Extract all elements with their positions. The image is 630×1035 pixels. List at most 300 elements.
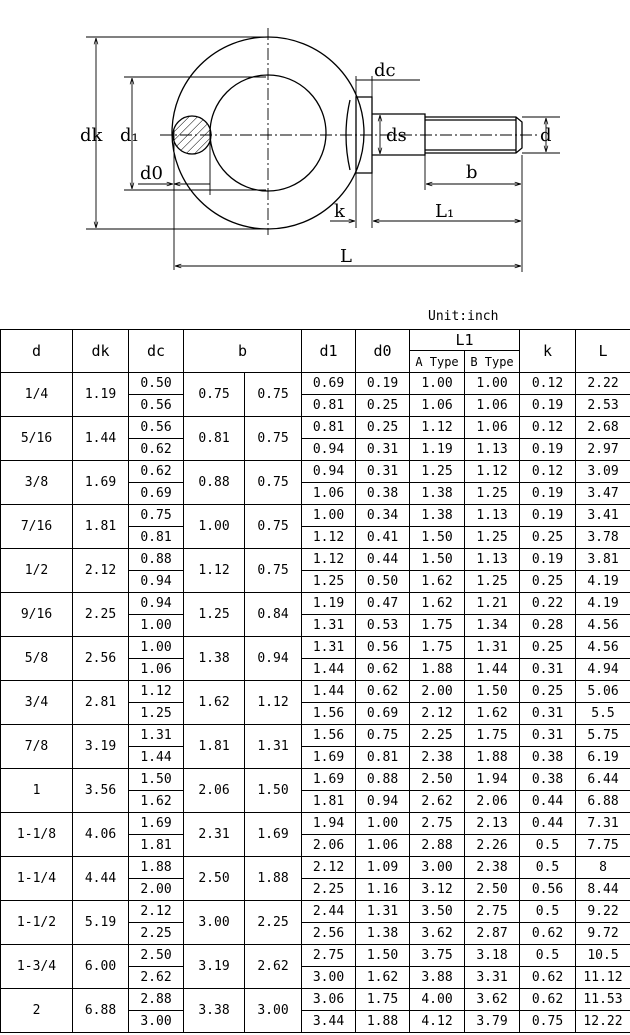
table-row <box>1 637 630 659</box>
cell-dk: 3.19 <box>73 725 129 769</box>
cell-d1: 1.69 <box>302 747 356 769</box>
cell-b-2: 1.50 <box>245 769 302 813</box>
cell-b-1: 1.38 <box>184 637 245 681</box>
cell-b-2: 0.75 <box>245 461 302 505</box>
cell-d0: 1.62 <box>356 967 410 989</box>
cell-L: 9.22 <box>576 901 630 923</box>
cell-d0: 0.19 <box>356 373 410 395</box>
cell-dk: 2.56 <box>73 637 129 681</box>
cell-d: 1/2 <box>1 549 73 593</box>
label-k: k <box>334 201 345 222</box>
cell-d0: 0.75 <box>356 725 410 747</box>
cell-dc: 2.12 <box>129 901 184 923</box>
cell-b-2: 1.12 <box>245 681 302 725</box>
header-b: b <box>184 330 302 373</box>
cell-d1: 0.81 <box>302 417 356 439</box>
cell-l1-a-type: 1.88 <box>410 659 465 681</box>
cell-k: 0.19 <box>520 549 576 571</box>
cell-d0: 0.62 <box>356 681 410 703</box>
cell-k: 0.44 <box>520 813 576 835</box>
cell-d0: 0.62 <box>356 659 410 681</box>
cell-L: 9.72 <box>576 923 630 945</box>
cell-k: 0.25 <box>520 571 576 593</box>
cell-l1-b-type: 2.38 <box>465 857 520 879</box>
cell-d0: 1.06 <box>356 835 410 857</box>
header-d: d <box>1 330 73 373</box>
cell-l1-b-type: 1.44 <box>465 659 520 681</box>
cell-d1: 1.12 <box>302 527 356 549</box>
cell-d0: 1.31 <box>356 901 410 923</box>
header-b-type: B Type <box>465 351 520 373</box>
cell-d1: 1.12 <box>302 549 356 571</box>
label-dk: dk <box>80 125 103 146</box>
cell-k: 0.19 <box>520 505 576 527</box>
cell-d: 1-1/4 <box>1 857 73 901</box>
cell-d0: 1.38 <box>356 923 410 945</box>
cell-d: 1-1/2 <box>1 901 73 945</box>
cell-l1-b-type: 1.06 <box>465 417 520 439</box>
cell-l1-b-type: 2.06 <box>465 791 520 813</box>
label-b: b <box>466 162 478 183</box>
cell-l1-b-type: 1.94 <box>465 769 520 791</box>
cell-l1-b-type: 1.62 <box>465 703 520 725</box>
table-row <box>1 725 630 747</box>
table-row <box>1 901 630 923</box>
cell-d0: 1.88 <box>356 1011 410 1033</box>
cell-k: 0.28 <box>520 615 576 637</box>
cell-dc: 0.56 <box>129 417 184 439</box>
cell-d1: 1.44 <box>302 681 356 703</box>
cell-l1-b-type: 1.21 <box>465 593 520 615</box>
label-ds: ds <box>386 125 407 146</box>
cell-l1-a-type: 1.50 <box>410 549 465 571</box>
header-d0: d0 <box>356 330 410 373</box>
cell-l1-a-type: 4.12 <box>410 1011 465 1033</box>
cell-dk: 1.81 <box>73 505 129 549</box>
cell-L: 10.5 <box>576 945 630 967</box>
cell-d: 7/8 <box>1 725 73 769</box>
cell-l1-b-type: 3.62 <box>465 989 520 1011</box>
header-dk: dk <box>73 330 129 373</box>
cell-d1: 2.44 <box>302 901 356 923</box>
cell-d0: 1.16 <box>356 879 410 901</box>
cell-k: 0.38 <box>520 769 576 791</box>
cell-dk: 1.19 <box>73 373 129 417</box>
cell-b-1: 0.81 <box>184 417 245 461</box>
cell-d1: 1.00 <box>302 505 356 527</box>
cell-l1-a-type: 2.88 <box>410 835 465 857</box>
cell-d0: 0.34 <box>356 505 410 527</box>
cell-k: 0.22 <box>520 593 576 615</box>
table-row <box>1 681 630 703</box>
cell-k: 0.19 <box>520 483 576 505</box>
cell-b-2: 0.75 <box>245 373 302 417</box>
cell-d0: 1.75 <box>356 989 410 1011</box>
cell-l1-b-type: 2.50 <box>465 879 520 901</box>
cell-k: 0.75 <box>520 1011 576 1033</box>
cell-dk: 4.06 <box>73 813 129 857</box>
cell-dc: 0.88 <box>129 549 184 571</box>
cell-dk: 2.81 <box>73 681 129 725</box>
header-d1: d1 <box>302 330 356 373</box>
cell-L: 4.19 <box>576 593 630 615</box>
cell-b-1: 0.88 <box>184 461 245 505</box>
cell-b-2: 1.31 <box>245 725 302 769</box>
cell-d: 3/8 <box>1 461 73 505</box>
cell-l1-b-type: 1.50 <box>465 681 520 703</box>
cell-L: 11.12 <box>576 967 630 989</box>
cell-k: 0.19 <box>520 395 576 417</box>
cell-d1: 1.19 <box>302 593 356 615</box>
cell-dc: 1.62 <box>129 791 184 813</box>
cell-k: 0.12 <box>520 373 576 395</box>
cell-L: 7.75 <box>576 835 630 857</box>
cell-L: 11.53 <box>576 989 630 1011</box>
cell-L: 4.56 <box>576 637 630 659</box>
cell-d0: 0.56 <box>356 637 410 659</box>
cell-l1-a-type: 1.50 <box>410 527 465 549</box>
cell-b-1: 1.00 <box>184 505 245 549</box>
cell-d: 1-3/4 <box>1 945 73 989</box>
cell-b-2: 0.75 <box>245 417 302 461</box>
cell-d: 1 <box>1 769 73 813</box>
cell-k: 0.5 <box>520 901 576 923</box>
cell-d0: 0.25 <box>356 395 410 417</box>
cell-d: 1-1/8 <box>1 813 73 857</box>
cell-b-1: 0.75 <box>184 373 245 417</box>
cell-k: 0.62 <box>520 923 576 945</box>
cell-L: 2.22 <box>576 373 630 395</box>
cell-b-2: 0.75 <box>245 505 302 549</box>
cell-l1-a-type: 1.38 <box>410 505 465 527</box>
cell-l1-a-type: 3.12 <box>410 879 465 901</box>
cell-k: 0.38 <box>520 747 576 769</box>
cell-dk: 5.19 <box>73 901 129 945</box>
cell-L: 8.44 <box>576 879 630 901</box>
cell-d0: 0.69 <box>356 703 410 725</box>
cell-dc: 1.81 <box>129 835 184 857</box>
cell-dc: 1.69 <box>129 813 184 835</box>
cell-dc: 1.88 <box>129 857 184 879</box>
table-row <box>1 989 630 1011</box>
cell-L: 4.94 <box>576 659 630 681</box>
cell-dc: 1.12 <box>129 681 184 703</box>
cell-dc: 0.94 <box>129 571 184 593</box>
cell-b-1: 1.25 <box>184 593 245 637</box>
cell-l1-a-type: 1.62 <box>410 593 465 615</box>
cell-d1: 2.06 <box>302 835 356 857</box>
cell-k: 0.56 <box>520 879 576 901</box>
header-k: k <box>520 330 576 373</box>
cell-d1: 2.75 <box>302 945 356 967</box>
cell-dc: 1.50 <box>129 769 184 791</box>
cell-L: 3.78 <box>576 527 630 549</box>
cell-d0: 0.25 <box>356 417 410 439</box>
cell-k: 0.25 <box>520 637 576 659</box>
cell-dc: 3.00 <box>129 1011 184 1033</box>
cell-d1: 0.69 <box>302 373 356 395</box>
cell-l1-b-type: 2.87 <box>465 923 520 945</box>
cell-d0: 0.81 <box>356 747 410 769</box>
cell-dk: 6.00 <box>73 945 129 989</box>
cell-d0: 1.50 <box>356 945 410 967</box>
cell-d1: 1.69 <box>302 769 356 791</box>
cell-k: 0.19 <box>520 439 576 461</box>
cell-d1: 3.00 <box>302 967 356 989</box>
cell-d0: 1.00 <box>356 813 410 835</box>
cell-dk: 1.69 <box>73 461 129 505</box>
cell-l1-b-type: 3.18 <box>465 945 520 967</box>
table-row <box>1 417 630 439</box>
cell-dk: 4.44 <box>73 857 129 901</box>
cell-dc: 2.88 <box>129 989 184 1011</box>
cell-d: 5/16 <box>1 417 73 461</box>
cell-l1-b-type: 1.13 <box>465 549 520 571</box>
table-row <box>1 461 630 483</box>
cell-l1-a-type: 3.88 <box>410 967 465 989</box>
header-L1: L1 <box>410 330 520 351</box>
cell-l1-b-type: 2.13 <box>465 813 520 835</box>
cell-l1-b-type: 1.25 <box>465 483 520 505</box>
cell-L: 6.19 <box>576 747 630 769</box>
eye-bolt-drawing <box>0 0 630 300</box>
cell-l1-b-type: 1.31 <box>465 637 520 659</box>
cell-d1: 1.56 <box>302 725 356 747</box>
cell-l1-b-type: 3.31 <box>465 967 520 989</box>
cell-L: 2.68 <box>576 417 630 439</box>
cell-d0: 0.47 <box>356 593 410 615</box>
cell-d0: 1.09 <box>356 857 410 879</box>
cell-l1-b-type: 2.26 <box>465 835 520 857</box>
header-L: L <box>576 330 630 373</box>
cell-dc: 0.69 <box>129 483 184 505</box>
cell-l1-a-type: 4.00 <box>410 989 465 1011</box>
cell-b-2: 1.69 <box>245 813 302 857</box>
cell-l1-a-type: 2.38 <box>410 747 465 769</box>
cell-d0: 0.44 <box>356 549 410 571</box>
cell-k: 0.31 <box>520 659 576 681</box>
cell-l1-a-type: 1.75 <box>410 637 465 659</box>
cell-dk: 6.88 <box>73 989 129 1033</box>
cell-d0: 0.41 <box>356 527 410 549</box>
cell-k: 0.62 <box>520 967 576 989</box>
cell-b-2: 0.94 <box>245 637 302 681</box>
cell-d1: 1.56 <box>302 703 356 725</box>
cell-d0: 0.50 <box>356 571 410 593</box>
cell-k: 0.12 <box>520 461 576 483</box>
cell-l1-a-type: 1.38 <box>410 483 465 505</box>
cell-b-1: 3.00 <box>184 901 245 945</box>
header-a-type: A Type <box>410 351 465 373</box>
cell-dk: 3.56 <box>73 769 129 813</box>
cell-L: 3.81 <box>576 549 630 571</box>
cell-k: 0.5 <box>520 945 576 967</box>
cell-b-2: 1.88 <box>245 857 302 901</box>
cell-d1: 2.56 <box>302 923 356 945</box>
cell-l1-b-type: 1.75 <box>465 725 520 747</box>
cell-dc: 1.00 <box>129 615 184 637</box>
cell-dc: 0.75 <box>129 505 184 527</box>
cell-dc: 0.62 <box>129 461 184 483</box>
cell-l1-b-type: 1.12 <box>465 461 520 483</box>
cell-d1: 0.94 <box>302 461 356 483</box>
cell-L: 2.53 <box>576 395 630 417</box>
cell-l1-b-type: 2.75 <box>465 901 520 923</box>
table-row <box>1 857 630 879</box>
cell-L: 3.47 <box>576 483 630 505</box>
header-dc: dc <box>129 330 184 373</box>
cell-dc: 1.31 <box>129 725 184 747</box>
cell-dc: 2.25 <box>129 923 184 945</box>
cell-d1: 2.25 <box>302 879 356 901</box>
cell-l1-b-type: 1.34 <box>465 615 520 637</box>
cell-l1-b-type: 3.79 <box>465 1011 520 1033</box>
cell-l1-a-type: 3.75 <box>410 945 465 967</box>
cell-dc: 0.94 <box>129 593 184 615</box>
cell-d0: 0.31 <box>356 439 410 461</box>
cell-L: 3.09 <box>576 461 630 483</box>
cell-d1: 0.81 <box>302 395 356 417</box>
cell-dc: 0.56 <box>129 395 184 417</box>
table-row <box>1 769 630 791</box>
cell-b-1: 3.19 <box>184 945 245 989</box>
cell-l1-b-type: 1.88 <box>465 747 520 769</box>
cell-b-1: 1.12 <box>184 549 245 593</box>
cell-d0: 0.94 <box>356 791 410 813</box>
cell-d1: 2.12 <box>302 857 356 879</box>
cell-L: 12.22 <box>576 1011 630 1033</box>
cell-L: 3.41 <box>576 505 630 527</box>
dimension-table <box>0 329 630 1033</box>
cell-d: 2 <box>1 989 73 1033</box>
cell-l1-a-type: 2.62 <box>410 791 465 813</box>
cell-dc: 2.00 <box>129 879 184 901</box>
cell-b-1: 2.31 <box>184 813 245 857</box>
table-row <box>1 505 630 527</box>
cell-l1-b-type: 1.00 <box>465 373 520 395</box>
cell-dk: 1.44 <box>73 417 129 461</box>
cell-l1-a-type: 1.25 <box>410 461 465 483</box>
cell-L: 5.06 <box>576 681 630 703</box>
cell-dc: 0.62 <box>129 439 184 461</box>
cell-dc: 1.06 <box>129 659 184 681</box>
cell-dc: 0.81 <box>129 527 184 549</box>
cell-k: 0.62 <box>520 989 576 1011</box>
cell-d0: 0.53 <box>356 615 410 637</box>
cell-l1-a-type: 1.06 <box>410 395 465 417</box>
cell-L: 6.88 <box>576 791 630 813</box>
cell-d0: 0.88 <box>356 769 410 791</box>
cell-d: 1/4 <box>1 373 73 417</box>
cell-l1-a-type: 1.12 <box>410 417 465 439</box>
cell-d1: 1.31 <box>302 615 356 637</box>
cell-k: 0.31 <box>520 703 576 725</box>
cell-L: 8 <box>576 857 630 879</box>
cell-l1-b-type: 1.06 <box>465 395 520 417</box>
cell-L: 5.75 <box>576 725 630 747</box>
cell-dc: 1.44 <box>129 747 184 769</box>
cell-b-1: 1.62 <box>184 681 245 725</box>
cell-l1-a-type: 1.75 <box>410 615 465 637</box>
cell-d1: 1.06 <box>302 483 356 505</box>
cell-l1-a-type: 2.25 <box>410 725 465 747</box>
label-L1: L₁ <box>435 201 455 222</box>
cell-dc: 2.50 <box>129 945 184 967</box>
cell-b-2: 0.75 <box>245 549 302 593</box>
cell-dk: 2.25 <box>73 593 129 637</box>
cell-b-2: 2.62 <box>245 945 302 989</box>
cell-L: 6.44 <box>576 769 630 791</box>
cell-L: 4.19 <box>576 571 630 593</box>
cell-L: 5.5 <box>576 703 630 725</box>
unit-label: Unit:inch <box>428 309 499 324</box>
table-row <box>1 813 630 835</box>
cell-d1: 1.81 <box>302 791 356 813</box>
cell-d1: 0.94 <box>302 439 356 461</box>
cell-d1: 1.44 <box>302 659 356 681</box>
label-L: L <box>340 246 352 267</box>
label-dc: dc <box>374 60 396 81</box>
cell-dc: 1.00 <box>129 637 184 659</box>
cell-l1-a-type: 2.50 <box>410 769 465 791</box>
cell-l1-a-type: 1.19 <box>410 439 465 461</box>
cell-d: 9/16 <box>1 593 73 637</box>
cell-b-2: 3.00 <box>245 989 302 1033</box>
cell-dk: 2.12 <box>73 549 129 593</box>
cell-dc: 1.25 <box>129 703 184 725</box>
cell-k: 0.31 <box>520 725 576 747</box>
cell-b-1: 2.06 <box>184 769 245 813</box>
cell-b-2: 2.25 <box>245 901 302 945</box>
cell-L: 4.56 <box>576 615 630 637</box>
cell-dc: 2.62 <box>129 967 184 989</box>
cell-l1-b-type: 1.13 <box>465 439 520 461</box>
cell-d1: 3.06 <box>302 989 356 1011</box>
cell-b-1: 2.50 <box>184 857 245 901</box>
cell-d0: 0.38 <box>356 483 410 505</box>
cell-l1-b-type: 1.13 <box>465 505 520 527</box>
label-d0: d0 <box>140 163 163 184</box>
cell-d: 3/4 <box>1 681 73 725</box>
label-d1: d₁ <box>120 125 139 146</box>
cell-l1-a-type: 3.62 <box>410 923 465 945</box>
label-d: d <box>540 125 552 146</box>
cell-d: 7/16 <box>1 505 73 549</box>
cell-dc: 0.50 <box>129 373 184 395</box>
cell-k: 0.25 <box>520 527 576 549</box>
cell-b-1: 3.38 <box>184 989 245 1033</box>
cell-l1-a-type: 2.12 <box>410 703 465 725</box>
cell-l1-b-type: 1.25 <box>465 571 520 593</box>
cell-d0: 0.31 <box>356 461 410 483</box>
cell-k: 0.5 <box>520 857 576 879</box>
cell-l1-a-type: 2.75 <box>410 813 465 835</box>
cell-d: 5/8 <box>1 637 73 681</box>
cell-l1-a-type: 2.00 <box>410 681 465 703</box>
cell-b-2: 0.84 <box>245 593 302 637</box>
table-row <box>1 593 630 615</box>
table-row <box>1 549 630 571</box>
table-row <box>1 373 630 395</box>
cell-d1: 1.31 <box>302 637 356 659</box>
cell-d1: 1.25 <box>302 571 356 593</box>
cell-d1: 3.44 <box>302 1011 356 1033</box>
cell-k: 0.25 <box>520 681 576 703</box>
cell-d1: 1.94 <box>302 813 356 835</box>
cell-k: 0.12 <box>520 417 576 439</box>
cell-k: 0.44 <box>520 791 576 813</box>
cell-L: 2.97 <box>576 439 630 461</box>
